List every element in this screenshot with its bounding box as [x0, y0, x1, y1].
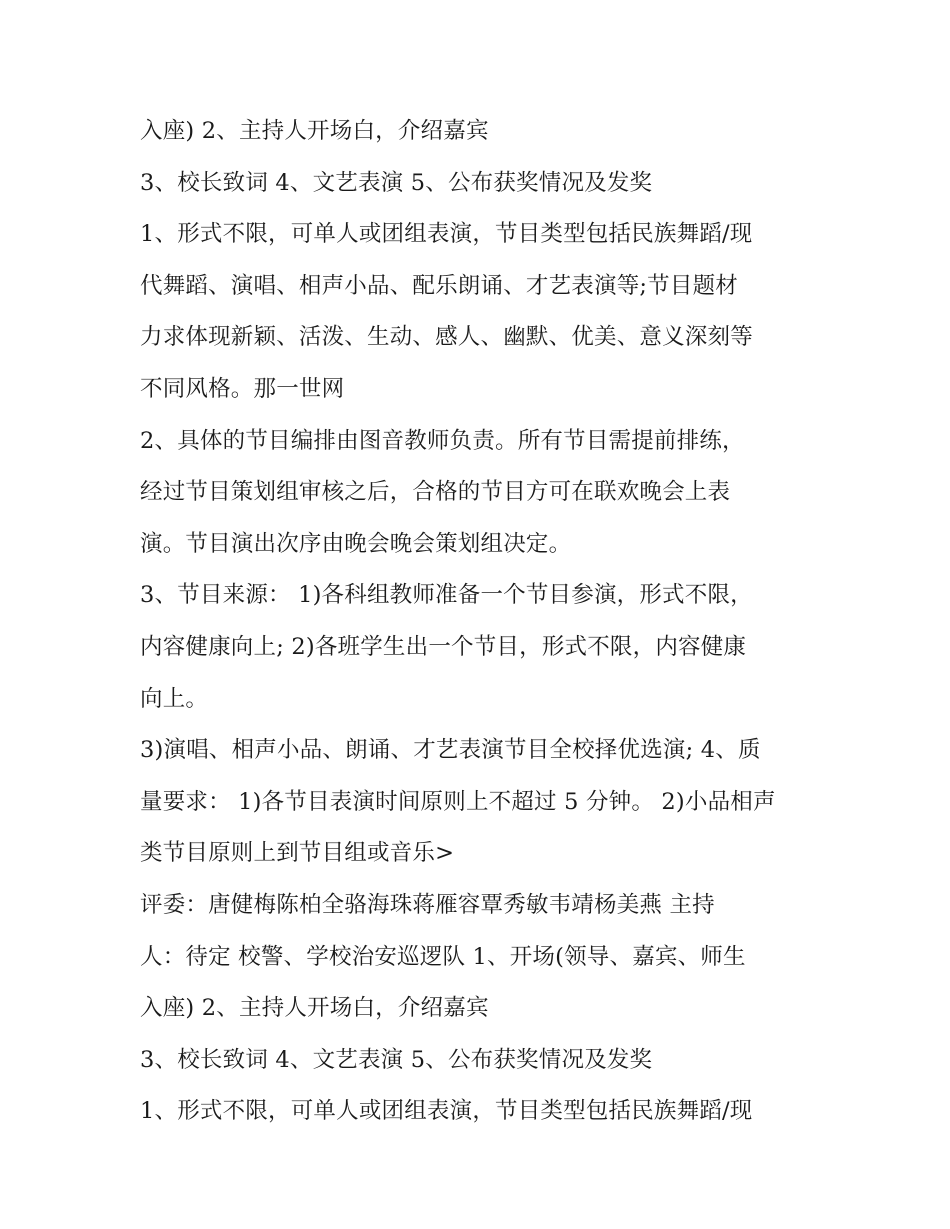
text-line: 1、形式不限，可单人或团组表演，节目类型包括民族舞蹈/现 [140, 221, 753, 248]
text-line: 入座) 2、主持人开场白，介绍嘉宾 [140, 118, 489, 144]
text-line: 演。节目演出次序由晚会晚会策划组决定。 [140, 530, 572, 557]
document-body [140, 106, 830, 1138]
text-line: 评委：唐健梅陈柏全骆海珠蒋雁容覃秀敏韦靖杨美燕 主持 [140, 891, 715, 918]
text-line: 3、校长致词 4、文艺表演 5、公布获奖情况及发奖 [140, 169, 653, 196]
text-line: 人：待定 校警、学校治安巡逻队 1、开场(领导、嘉宾、师生 [140, 943, 746, 970]
text-line: 经过节目策划组审核之后，合格的节目方可在联欢晚会上表 [140, 479, 731, 506]
text-line: 2、具体的节目编排由图音教师负责。所有节目需提前排练， [140, 427, 745, 454]
text-line: 内容健康向上; 2)各班学生出一个节目，形式不限，内容健康 [140, 633, 747, 660]
text-line: 3、节目来源： 1)各科组教师准备一个节目参演，形式不限， [140, 582, 753, 609]
text-line: 量要求： 1)各节目表演时间原则上不超过 5 分钟。 2)小品相声 [140, 788, 776, 815]
text-line: 代舞蹈、演唱、相声小品、配乐朗诵、才艺表演等;节目题材 [140, 272, 738, 299]
text-line: 不同风格。那一世网 [140, 375, 345, 402]
text-line: 3)演唱、相声小品、朗诵、才艺表演节目全校择优选演; 4、质 [140, 737, 761, 764]
text-line: 向上。 [140, 685, 209, 712]
text-line: 3、校长致词 4、文艺表演 5、公布获奖情况及发奖 [140, 1046, 653, 1073]
text-line: 入座) 2、主持人开场白，介绍嘉宾 [140, 995, 489, 1022]
text-line: 类节目原则上到节目组或音乐> [140, 840, 455, 867]
text-line: 1、形式不限，可单人或团组表演，节目类型包括民族舞蹈/现 [140, 1098, 753, 1125]
text-line: 力求体现新颖、活泼、生动、感人、幽默、优美、意义深刻等 [140, 324, 753, 351]
